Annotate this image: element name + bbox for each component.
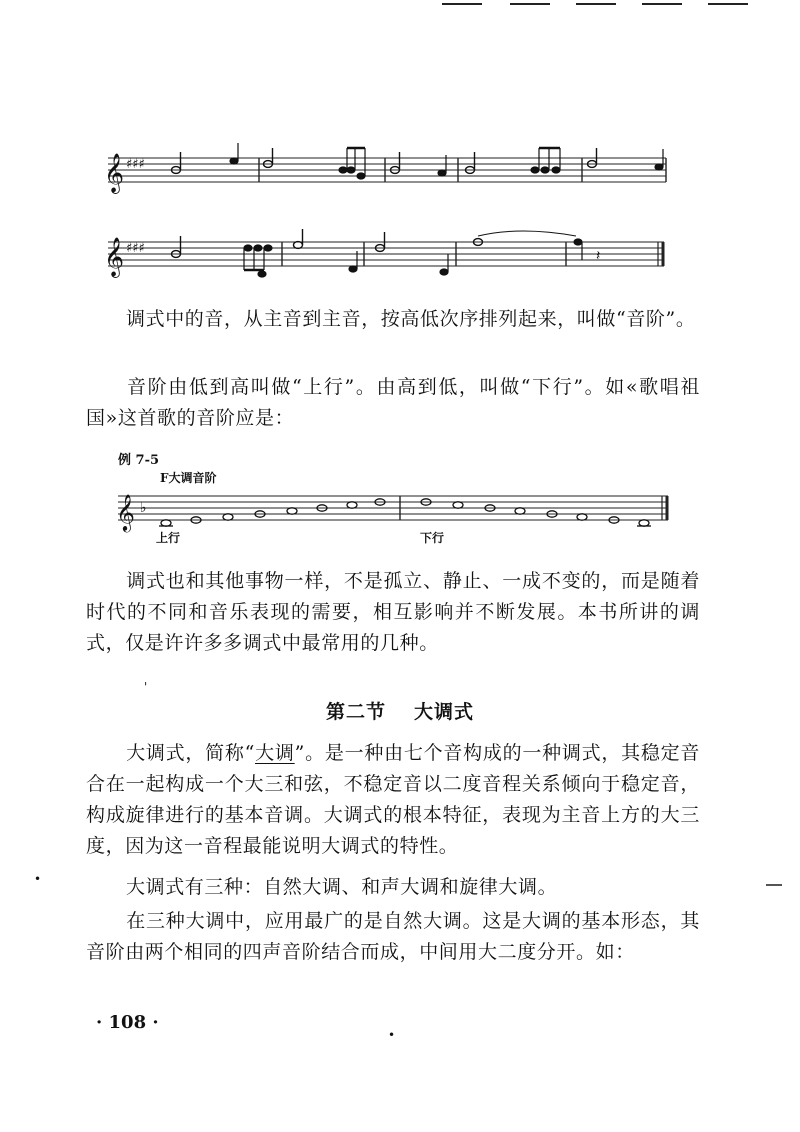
ascending-label: 上行 xyxy=(156,531,181,545)
section-heading xyxy=(0,697,800,724)
header-rule xyxy=(430,0,800,10)
treble-clef: 𝄞 xyxy=(104,237,125,277)
key-signature: ♭ xyxy=(140,500,147,516)
section-title: 大调式 xyxy=(414,701,475,723)
underlined-term: 大调 xyxy=(254,742,295,764)
paragraph-natural-major: 在三种大调中，应用最广的是自然大调。这是大调的基本形态，其音阶由两个相同的四声音阶结合而成，中间用大二度分开。如： xyxy=(86,910,700,963)
paragraph-mode-development: 调式也和其他事物一样，不是孤立、静止、一成不变的，而是随着时代的不同和音乐表现的需要，相互影响并不断发展。本书所讲的调式，仅是许许多多调式中最常用的几种。 xyxy=(86,570,700,654)
key-signature: ♯♯♯ xyxy=(126,157,145,172)
section-number: 第二节 xyxy=(325,701,386,723)
music-staff-2 xyxy=(0,226,800,286)
treble-clef: 𝄞 xyxy=(116,493,135,531)
paragraph-three-major-types: 大调式有三种：自然大调、和声大调和旋律大调。 xyxy=(126,876,558,898)
scan-speck: ' xyxy=(144,680,148,694)
scale-title: F大调音阶 xyxy=(160,471,217,485)
svg-text:𝄽: 𝄽 xyxy=(596,248,601,264)
treble-clef: 𝄞 xyxy=(104,153,125,193)
margin-mark xyxy=(766,884,782,886)
scan-speck: • xyxy=(34,872,42,886)
page-number: · 108 · xyxy=(96,1012,159,1033)
music-staff-1 xyxy=(0,140,800,200)
descending-label: 下行 xyxy=(420,531,445,545)
paragraph-scale-definition: 调式中的音，从主音到主音，按高低次序排列起来，叫做“音阶”。 xyxy=(126,308,696,330)
scan-speck: • xyxy=(388,1028,396,1042)
paragraph-ascending-descending: 音阶由低到高叫做“上行”。由高到低，叫做“下行”。如«歌唱祖国»这首歌的音阶应是： xyxy=(86,376,700,429)
key-signature: ♯♯♯ xyxy=(126,241,145,256)
paragraph-major-mode-definition: 大调式，简称“大调”。是一种由七个音构成的一种调式，其稳定音合在一起构成一个大三和弦，不稳定音以二度音程关系倾向于稳定音，构成旋律进行的基本音调。大调式的根本特征，表现为主音上方的大三度，因为这一音程最能说明大调式的特性。 xyxy=(86,742,700,857)
example-label: 例 7-5 xyxy=(118,453,160,468)
f-major-scale-staff xyxy=(0,470,800,550)
